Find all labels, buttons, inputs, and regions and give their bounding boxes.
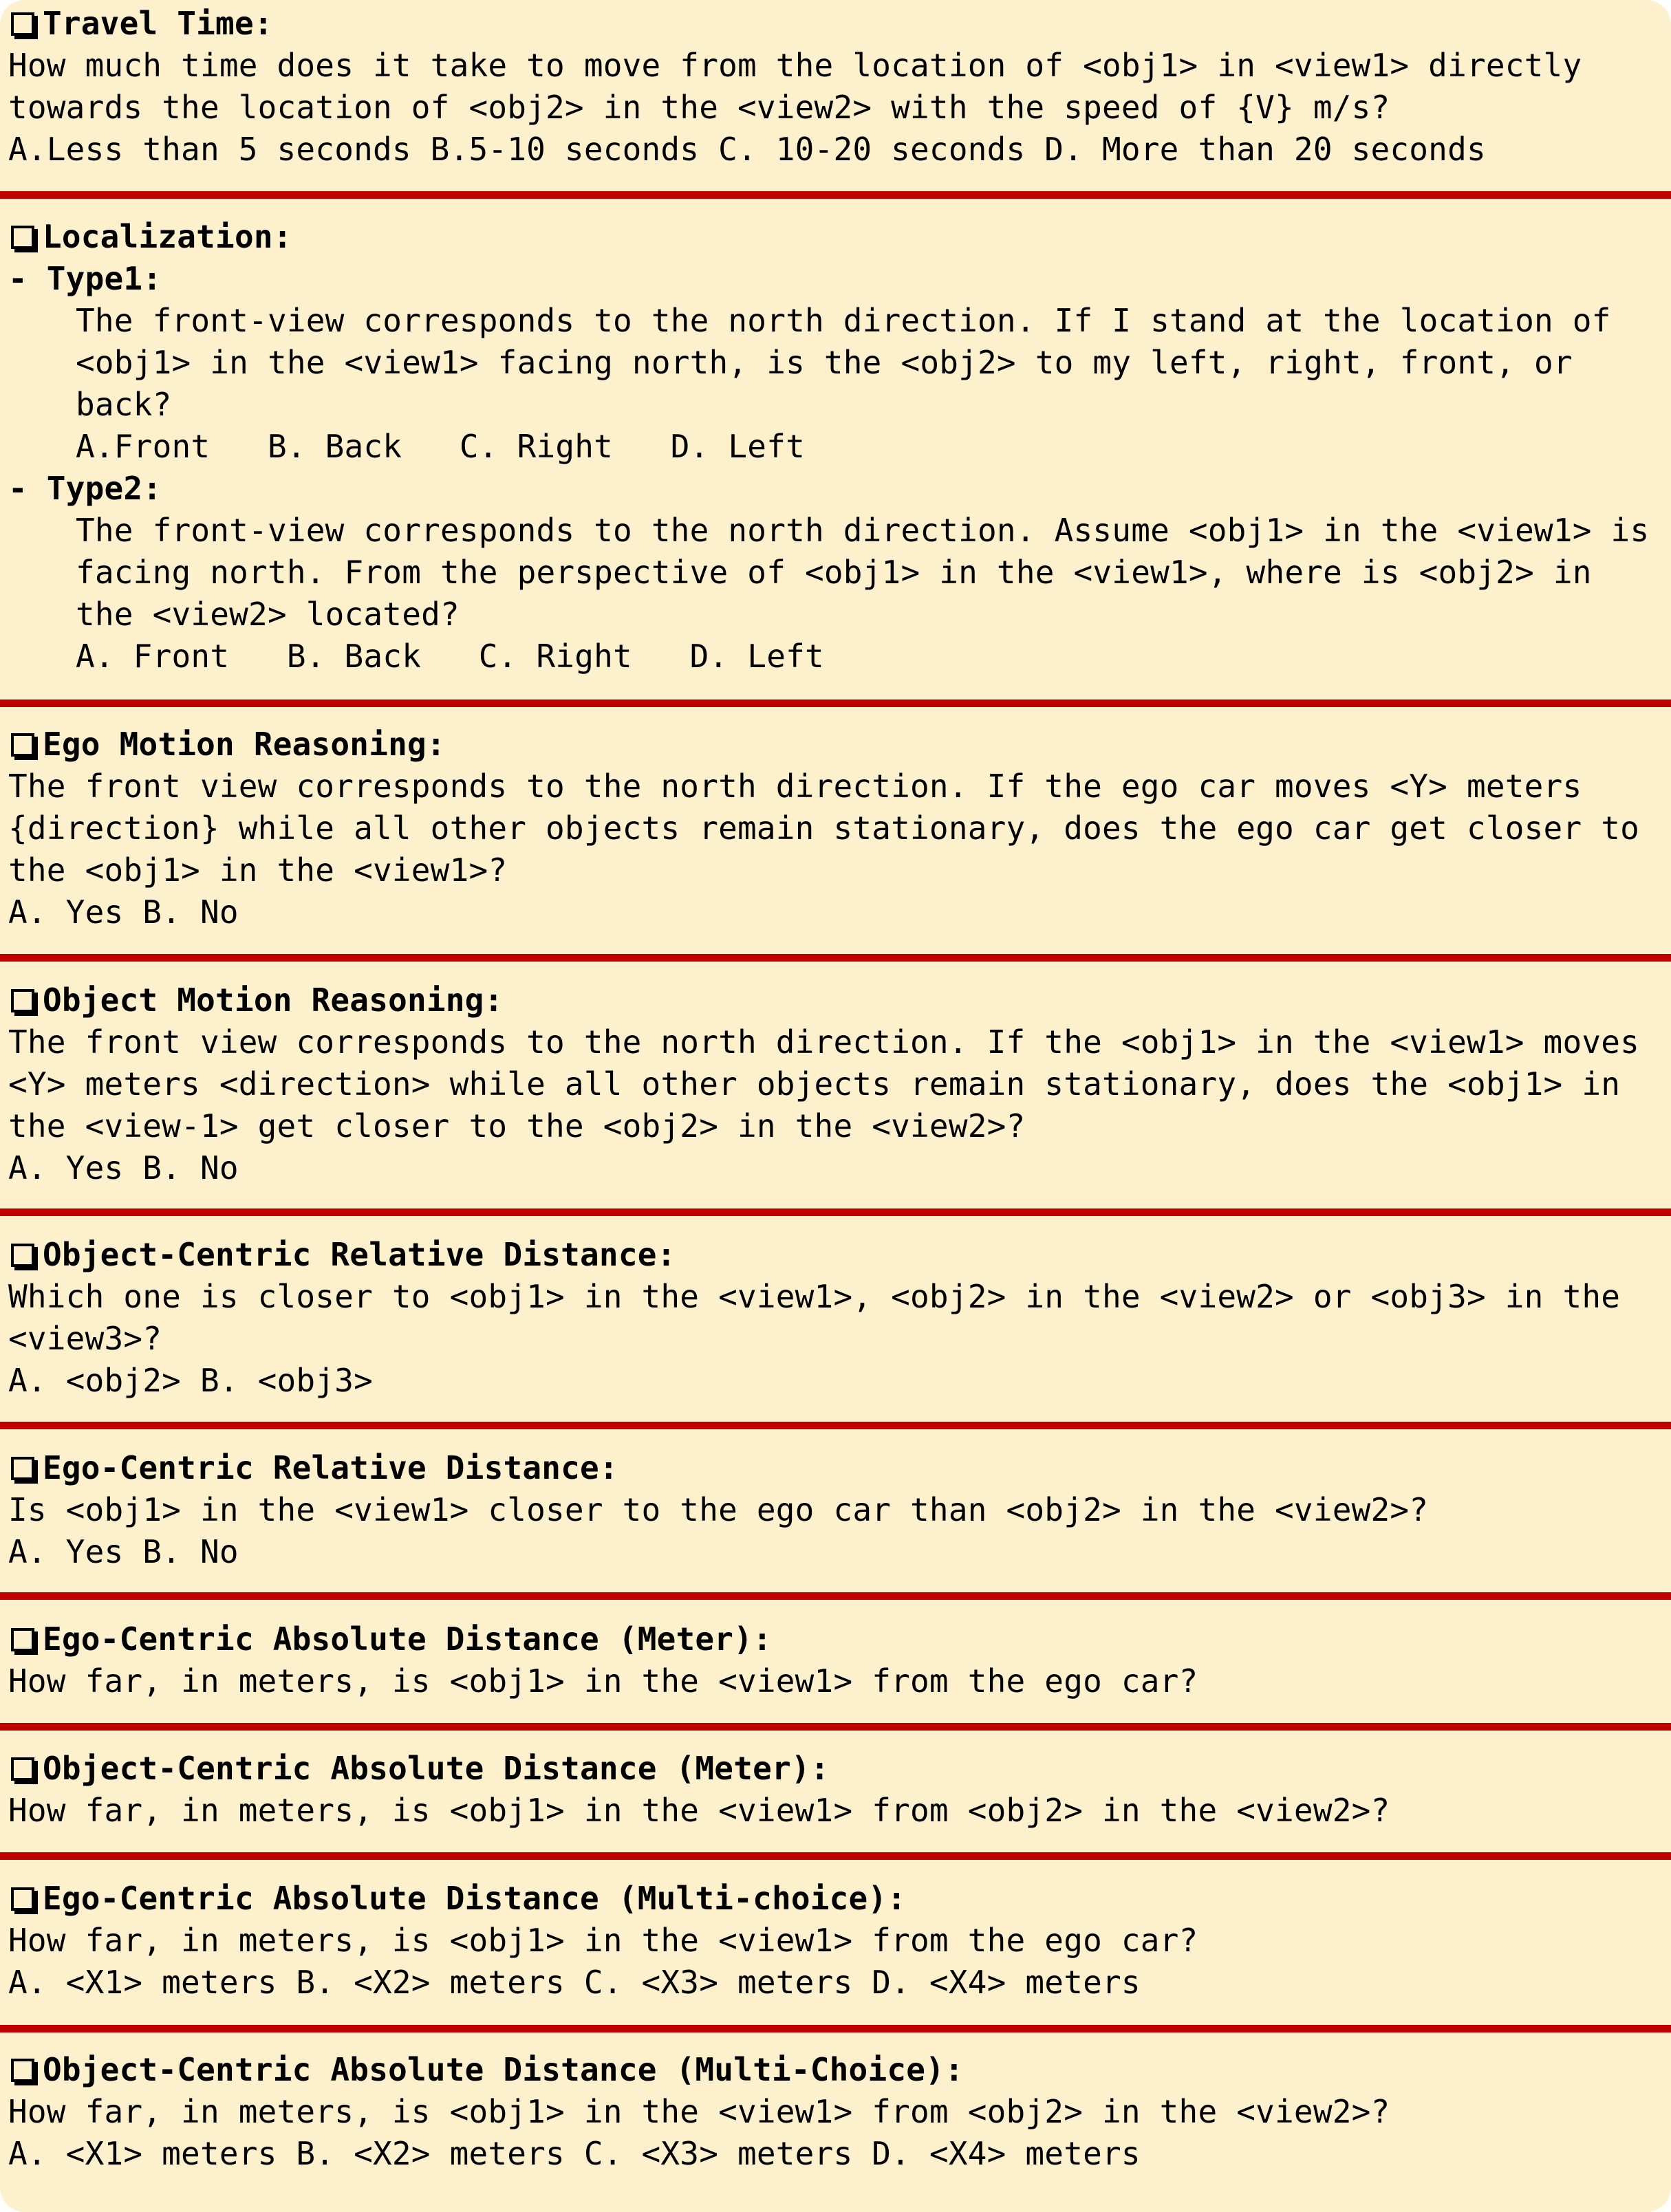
answer-options: A. Yes B. No	[8, 1149, 239, 1186]
question-line: The front-view corresponds to the north direction. Assume <obj1> in the <view1> is	[76, 512, 1650, 549]
question-line: <obj1> in the <view1> facing north, is the <obj2> to my left, right, front, or	[76, 344, 1573, 381]
section-title-text: Ego-Centric Absolute Distance (Meter):	[43, 1620, 772, 1658]
answer-options: A. Yes B. No	[8, 1533, 239, 1570]
section-title	[8, 216, 1663, 258]
section-title-text: Object-Centric Absolute Distance (Meter):	[43, 1750, 830, 1787]
question-line: The front view corresponds to the north direction. If the ego car moves <Y> meters	[8, 768, 1582, 805]
answer-options: A. Front B. Back C. Right D. Left	[76, 638, 824, 675]
section-title	[8, 3, 1663, 45]
checkbox-icon	[11, 226, 34, 249]
question-line: <view3>?	[8, 1320, 162, 1357]
section-travel-time	[0, 3, 1671, 171]
question-line: How far, in meters, is <obj1> in the <view1> from the ego car?	[8, 1922, 1198, 1959]
question-line: The front-view corresponds to the north direction. If I stand at the location of	[76, 302, 1611, 339]
checkbox-icon	[11, 1757, 34, 1781]
checkbox-icon	[11, 2059, 34, 2082]
section-title	[8, 1618, 1663, 1660]
section-object-centric-relative-distance	[0, 1234, 1671, 1402]
question-line: the <obj1> in the <view1>?	[8, 852, 508, 889]
checkbox-icon	[11, 733, 34, 757]
question-line: facing north. From the perspective of <obj1> in the <view1>, where is <obj2> in	[76, 554, 1592, 591]
section-divider	[0, 1852, 1671, 1860]
section-title-text: Localization:	[43, 218, 292, 255]
section-divider	[0, 954, 1671, 962]
section-title	[8, 1748, 1663, 1790]
section-title-text: Object-Centric Absolute Distance (Multi-Choice):	[43, 2051, 964, 2088]
section-title-text: Travel Time:	[43, 5, 273, 42]
question-line: The front view corresponds to the north direction. If the <obj1> in the <view1> moves	[8, 1023, 1640, 1061]
section-title-text: Ego-Centric Relative Distance:	[43, 1449, 618, 1486]
section-divider	[0, 1208, 1671, 1216]
checkbox-icon	[11, 989, 34, 1012]
section-title	[8, 1234, 1663, 1276]
question-line: Which one is closer to <obj1> in the <view1>, <obj2> in the <view2> or <obj3> in the	[8, 1278, 1621, 1315]
question-line: <Y> meters <direction> while all other objects remain stationary, does the <obj1> in	[8, 1065, 1621, 1103]
checkbox-icon	[11, 1244, 34, 1267]
section-ego-centric-absolute-distance-meter	[0, 1618, 1671, 1702]
answer-options: A.Less than 5 seconds B.5-10 seconds C. 10-20 seconds D. More than 20 seconds	[8, 131, 1486, 168]
section-title-text: Ego-Centric Absolute Distance (Multi-choice):	[43, 1880, 907, 1917]
section-title-text: Ego Motion Reasoning:	[43, 726, 446, 763]
answer-options: A.Front B. Back C. Right D. Left	[76, 428, 805, 465]
section-ego-centric-relative-distance	[0, 1447, 1671, 1573]
section-divider	[0, 700, 1671, 707]
section-title	[8, 2049, 1663, 2091]
question-line: towards the location of <obj2> in the <view2> with the speed of {V} m/s?	[8, 89, 1390, 126]
answer-options: A. <obj2> B. <obj3>	[8, 1362, 373, 1399]
answer-options: A. Yes B. No	[8, 893, 239, 931]
question-line: back?	[76, 386, 172, 423]
question-line: the <view-1> get closer to the <obj2> in the <view2>?	[8, 1107, 1026, 1145]
checkbox-icon	[11, 1628, 34, 1651]
question-line: the <view2> located?	[76, 596, 460, 633]
question-line: How far, in meters, is <obj1> in the <view1> from <obj2> in the <view2>?	[8, 1792, 1390, 1829]
section-divider	[0, 1422, 1671, 1429]
type2-label: - Type2:	[8, 470, 162, 507]
section-title	[8, 979, 1663, 1021]
section-ego-motion-reasoning	[0, 724, 1671, 933]
section-title	[8, 724, 1663, 766]
section-divider	[0, 1592, 1671, 1600]
section-title	[8, 1878, 1663, 1920]
question-line: How far, in meters, is <obj1> in the <view1> from the ego car?	[8, 1662, 1198, 1700]
section-object-centric-absolute-distance-multi-choice	[0, 2049, 1671, 2175]
section-divider	[0, 191, 1671, 199]
section-title-text: Object-Centric Relative Distance:	[43, 1236, 676, 1273]
question-line: How far, in meters, is <obj1> in the <view1> from <obj2> in the <view2>?	[8, 2093, 1390, 2130]
section-divider	[0, 2025, 1671, 2032]
type1-label: - Type1:	[8, 260, 162, 297]
checkbox-icon	[11, 1457, 34, 1480]
question-line: Is <obj1> in the <view1> closer to the ego car than <obj2> in the <view2>?	[8, 1491, 1429, 1528]
checkbox-icon	[11, 12, 34, 36]
section-object-centric-absolute-distance-meter	[0, 1748, 1671, 1832]
section-object-motion-reasoning	[0, 979, 1671, 1189]
question-line: How much time does it take to move from the location of <obj1> in <view1> directly	[8, 47, 1582, 84]
section-title	[8, 1447, 1663, 1489]
section-ego-centric-absolute-distance-multi-choice	[0, 1878, 1671, 2004]
question-line: {direction} while all other objects remain stationary, does the ego car get closer to	[8, 810, 1640, 847]
checkbox-icon	[11, 1887, 34, 1911]
section-title-text: Object Motion Reasoning:	[43, 982, 504, 1019]
section-localization	[0, 216, 1671, 677]
section-divider	[0, 1723, 1671, 1731]
answer-options: A. <X1> meters B. <X2> meters C. <X3> meters D. <X4> meters	[8, 2135, 1141, 2172]
answer-options: A. <X1> meters B. <X2> meters C. <X3> meters D. <X4> meters	[8, 1964, 1141, 2001]
